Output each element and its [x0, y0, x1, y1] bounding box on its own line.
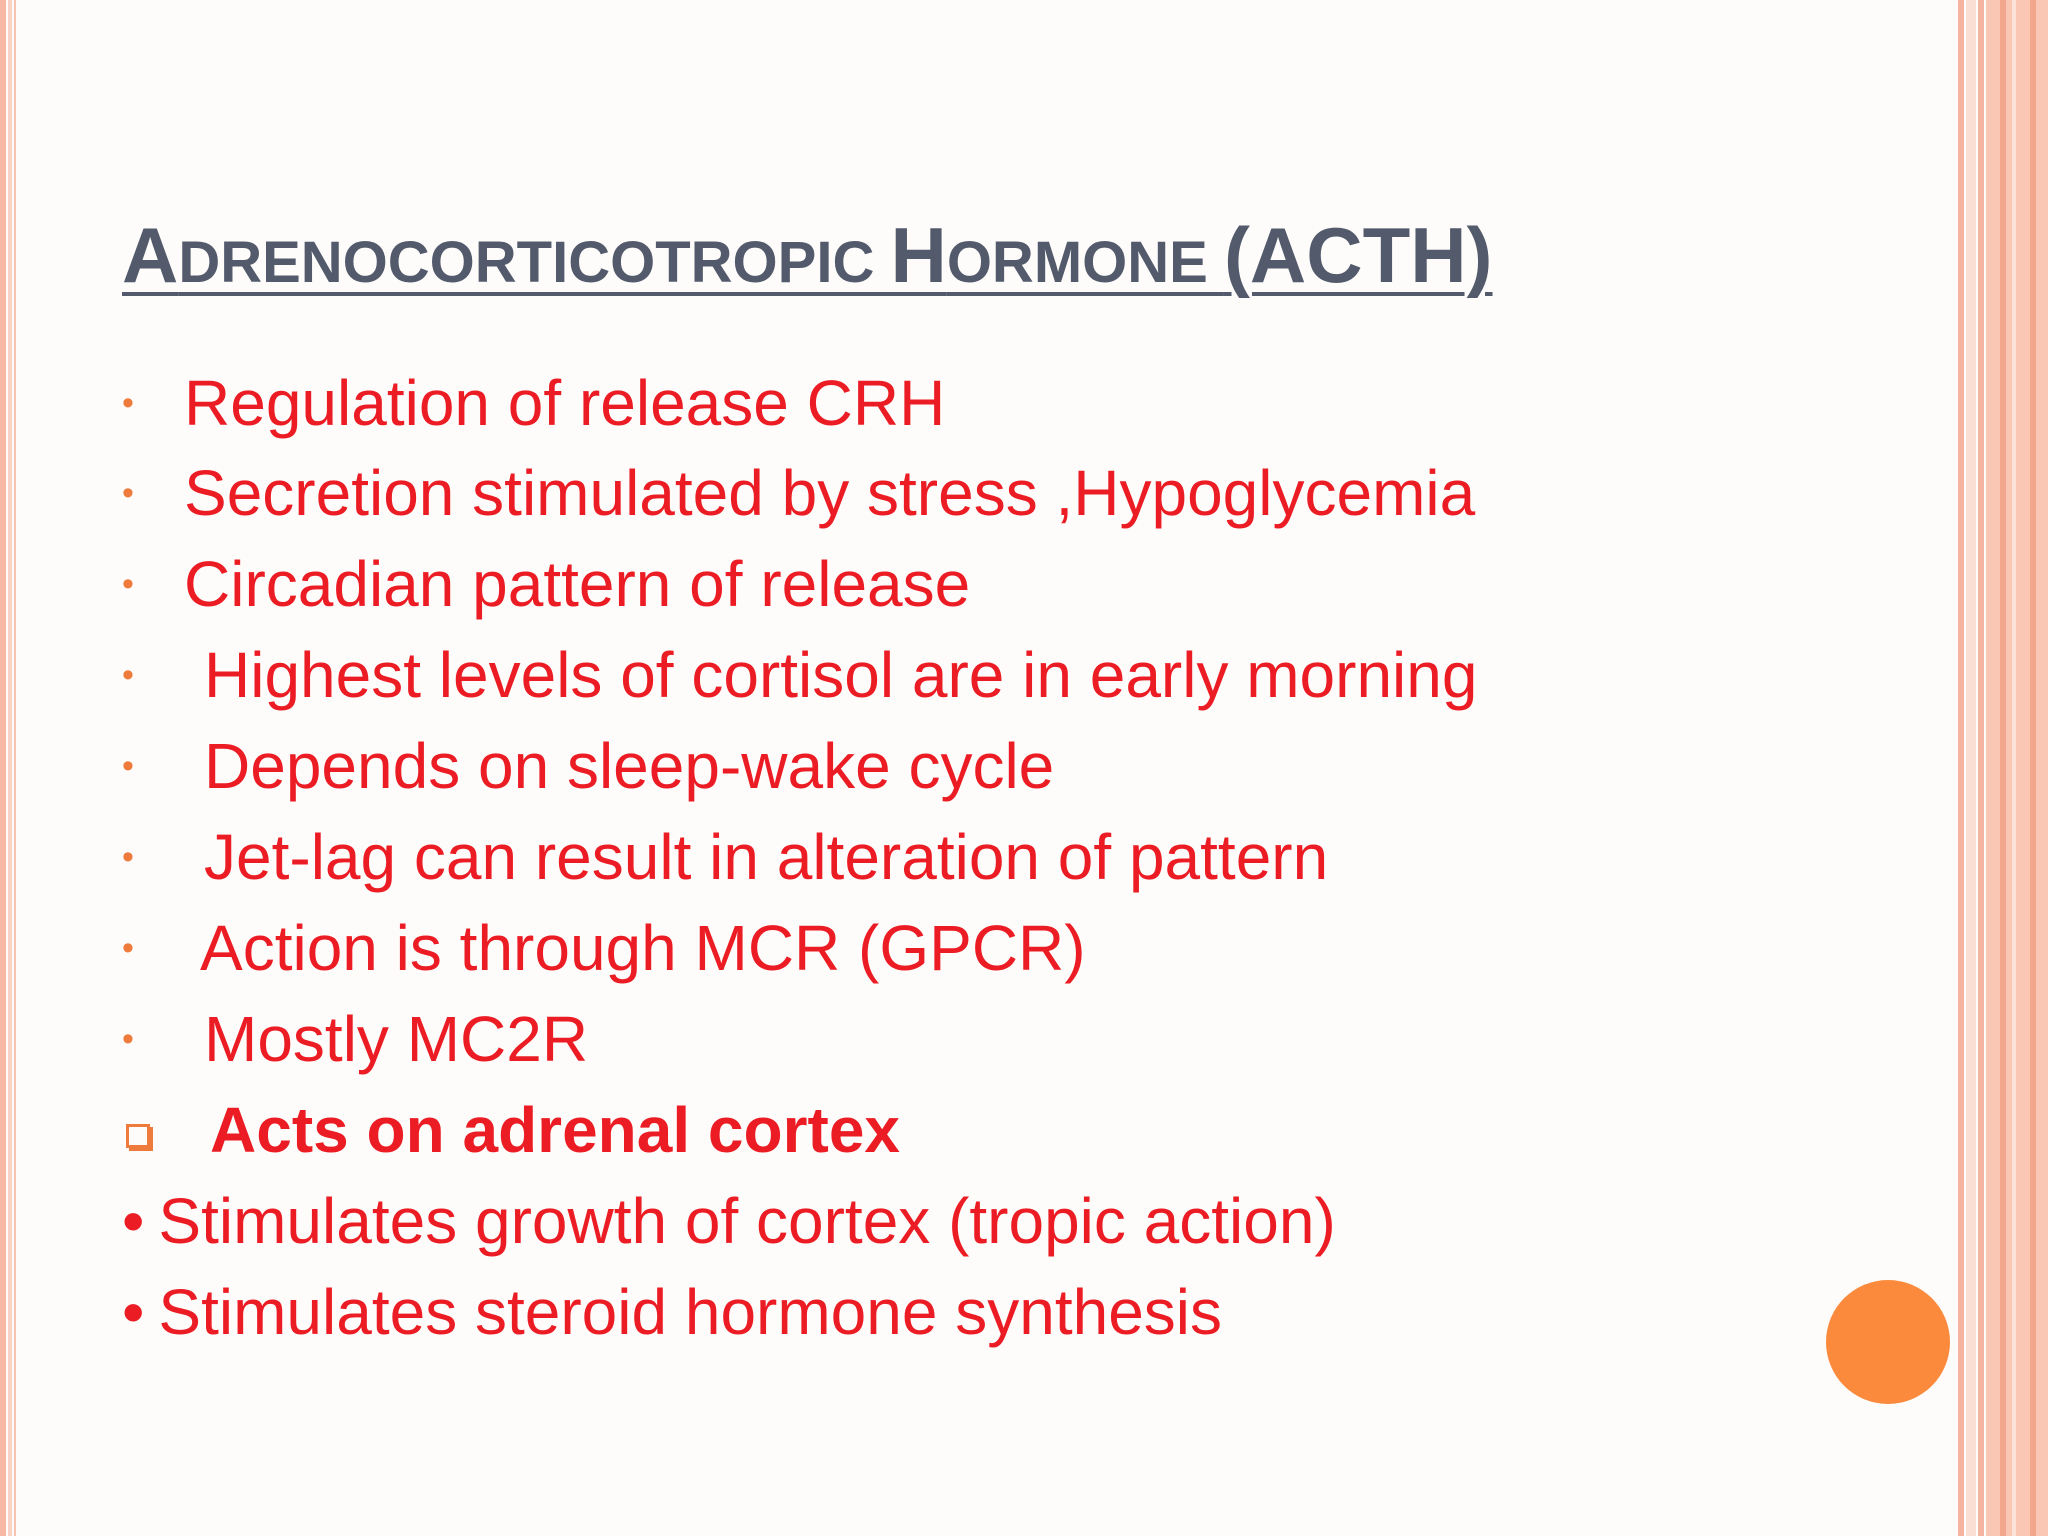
- orange-circle-decoration: [1826, 1280, 1950, 1404]
- title-part: (ACTH): [1223, 211, 1493, 299]
- bullet-item: [122, 358, 945, 448]
- title-part: DRENOCORTICOTROPIC: [178, 230, 891, 295]
- title-part: H: [890, 211, 947, 299]
- bullet-text: Secretion stimulated by stress ,Hypoglycemia: [184, 457, 1476, 529]
- right-border-stripe: [1966, 0, 1976, 1536]
- left-border-stripe: [0, 0, 6, 1536]
- dot-bullet-icon: •: [122, 746, 134, 785]
- dot-bullet-icon: •: [122, 383, 134, 422]
- dot-bullet-icon: •: [122, 1185, 145, 1257]
- dot-bullet-icon: •: [122, 928, 134, 967]
- dot-bullet-icon: •: [122, 473, 134, 512]
- dot-bullet-icon: •: [122, 1019, 134, 1058]
- right-border-stripe: [2030, 0, 2036, 1536]
- bullet-item: [122, 721, 1054, 811]
- checkbox-square-icon: [126, 1124, 150, 1148]
- right-border-stripe: [1958, 0, 1964, 1536]
- bullet-text: Jet-lag can result in alteration of pattern: [204, 821, 1329, 893]
- sub-bullet-item: [122, 1267, 1222, 1357]
- right-border-stripe: [1978, 0, 1984, 1536]
- bullet-text: Regulation of release CRH: [184, 367, 946, 439]
- bullet-text: Action is through MCR (GPCR): [200, 912, 1086, 984]
- left-border-stripe: [8, 0, 12, 1536]
- bullet-item: [122, 994, 588, 1084]
- right-border-stripe: [2012, 0, 2016, 1536]
- slide-title: [122, 210, 1493, 308]
- bullet-text: Highest levels of cortisol are in early morning: [204, 639, 1478, 711]
- dot-bullet-icon: •: [122, 1276, 145, 1348]
- bullet-item: [122, 812, 1328, 902]
- bullet-item: [122, 448, 1475, 538]
- sub-bullet-text: Stimulates steroid hormone synthesis: [158, 1276, 1222, 1348]
- left-border-stripe: [14, 0, 16, 1536]
- dot-bullet-icon: •: [122, 564, 134, 603]
- dot-bullet-icon: •: [122, 837, 134, 876]
- title-part: ORMONE: [946, 230, 1224, 295]
- dot-bullet-icon: •: [122, 655, 134, 694]
- right-border-stripe: [1986, 0, 2048, 1536]
- sub-bullet-text: Stimulates growth of cortex (tropic action): [158, 1185, 1336, 1257]
- bullet-text: Depends on sleep-wake cycle: [204, 730, 1055, 802]
- bullet-item: [122, 903, 1086, 993]
- sub-bullet-item: [122, 1176, 1336, 1266]
- bullet-item: [122, 539, 970, 629]
- bullet-item: [122, 630, 1477, 720]
- bullet-text: Mostly MC2R: [204, 1003, 589, 1075]
- subheading-text: Acts on adrenal cortex: [210, 1094, 900, 1166]
- subheading: [122, 1085, 900, 1175]
- title-part: A: [122, 211, 179, 299]
- right-border-stripe: [2000, 0, 2006, 1536]
- bullet-text: Circadian pattern of release: [184, 548, 971, 620]
